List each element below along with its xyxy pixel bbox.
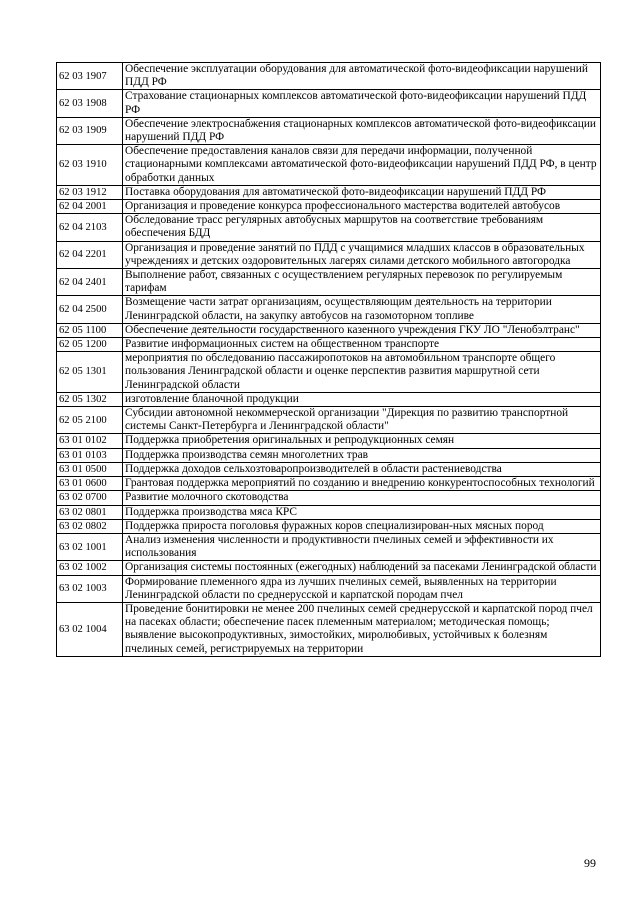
budget-code-cell: 62 03 1908 [57,90,123,117]
description-cell: Обеспечение предоставления каналов связи для передачи информации, полученной стационарными комплексами автоматической фото-видеофиксации нарушений ПДД РФ, в центр обработки данных [123,145,601,186]
table-row [57,241,601,268]
description-cell: Развитие молочного скотоводства [123,491,601,505]
budget-code-cell: 63 01 0102 [57,434,123,448]
budget-code-cell: 62 03 1909 [57,117,123,144]
table-row [57,462,601,476]
budget-code-cell: 63 02 0700 [57,491,123,505]
budget-code-cell: 63 01 0500 [57,462,123,476]
budget-code-cell: 63 02 1001 [57,533,123,560]
table-row [57,214,601,241]
description-cell: Анализ изменения численности и продуктивности пчелиных семей и эффективности их использования [123,533,601,560]
budget-code-cell: 63 02 1003 [57,575,123,602]
table-row [57,477,601,491]
description-cell: Организация и проведение конкурса профессионального мастерства водителей автобусов [123,200,601,214]
budget-code-cell: 62 05 1302 [57,392,123,406]
description-cell: Обеспечение электроснабжения стационарных комплексов автоматической фото-видеофиксации нарушений ПДД РФ [123,117,601,144]
budget-code-cell: 62 04 2001 [57,200,123,214]
table-row [57,323,601,337]
description-cell: Обеспечение эксплуатации оборудования для автоматической фото-видеофиксации нарушений ПДД РФ [123,63,601,90]
table-row [57,448,601,462]
description-cell: Страхование стационарных комплексов автоматической фото-видеофиксации нарушений ПДД РФ [123,90,601,117]
table-row [57,117,601,144]
description-cell: Выполнение работ, связанных с осуществлением регулярных перевозок по регулируемым тарифам [123,269,601,296]
description-cell: Поставка оборудования для автоматической фото-видеофиксации нарушений ПДД РФ [123,185,601,199]
table-row [57,145,601,186]
budget-code-cell: 62 05 1301 [57,352,123,393]
description-cell: Организация системы постоянных (ежегодных) наблюдений за пасеками Ленинградской области [123,561,601,575]
budget-code-cell: 62 05 2100 [57,407,123,434]
budget-code-cell: 62 05 1100 [57,323,123,337]
description-cell: Поддержка производства мяса КРС [123,505,601,519]
table-row [57,407,601,434]
description-cell: Поддержка производства семян многолетних трав [123,448,601,462]
budget-code-cell: 62 03 1912 [57,185,123,199]
budget-code-cell: 62 04 2201 [57,241,123,268]
table-row [57,90,601,117]
page-number: 99 [584,856,596,870]
budget-code-cell: 62 04 2401 [57,269,123,296]
table-row [57,434,601,448]
description-cell: Формирование племенного ядра из лучших пчелиных семей, выявленных на территории Ленинградской области по среднерусской и карпатской породам пчел [123,575,601,602]
table-row [57,602,601,656]
description-cell: мероприятия по обследованию пассажиропотоков на автомобильном транспорте общего пользования Ленинградской области и оценке перспектив развития маршрутной сети Ленинградской области [123,352,601,393]
budget-code-cell: 63 01 0103 [57,448,123,462]
table-row [57,491,601,505]
table-row [57,505,601,519]
description-cell: Обследование трасс регулярных автобусных маршрутов на соответствие требованиям обеспечения БДД [123,214,601,241]
budget-code-cell: 62 05 1200 [57,338,123,352]
description-cell: Обеспечение деятельности государственного казенного учреждения ГКУ ЛО "Ленобэлтранс" [123,323,601,337]
budget-code-cell: 62 03 1910 [57,145,123,186]
table-row [57,519,601,533]
budget-code-cell: 63 01 0600 [57,477,123,491]
description-cell: Грантовая поддержка мероприятий по созданию и внедрению конкурентоспособных технологий [123,477,601,491]
budget-code-table [56,62,601,657]
budget-code-cell: 63 02 1004 [57,602,123,656]
table-row [57,561,601,575]
table-row [57,575,601,602]
description-cell: Проведение бонитировки не менее 200 пчелиных семей среднерусской и карпатской пород пчел на пасеках области; обеспечение пасек племенным материалом; методическая помощь; выявление высокопродуктивных, зимостойких, миролюбивых, устойчивых к болезням пчелиных семей, регистрируемых на территории [123,602,601,656]
description-cell: Поддержка приобретения оригинальных и репродукционных семян [123,434,601,448]
description-cell: изготовление бланочной продукции [123,392,601,406]
budget-code-cell: 62 04 2500 [57,296,123,323]
table-row [57,338,601,352]
table-row [57,296,601,323]
table-row [57,63,601,90]
table-body [57,63,601,657]
table-row [57,533,601,560]
budget-code-cell: 62 04 2103 [57,214,123,241]
description-cell: Развитие информационных систем на общественном транспорте [123,338,601,352]
table-row [57,269,601,296]
budget-code-cell: 62 03 1907 [57,63,123,90]
budget-code-cell: 63 02 0802 [57,519,123,533]
budget-code-cell: 63 02 1002 [57,561,123,575]
table-row [57,185,601,199]
description-cell: Поддержка прироста поголовья фуражных коров специализирован-ных мясных пород [123,519,601,533]
table-row [57,392,601,406]
budget-code-cell: 63 02 0801 [57,505,123,519]
description-cell: Организация и проведение занятий по ПДД с учащимися младших классов в образовательных учреждениях и детских оздоровительных лагерях силами детского мобильного автогородка [123,241,601,268]
table-row [57,200,601,214]
description-cell: Возмещение части затрат организациям, осуществляющим деятельность на территории Ленинградской области, на закупку автобусов на газомоторном топливе [123,296,601,323]
description-cell: Поддержка доходов сельхозтоваропроизводителей в области растениеводства [123,462,601,476]
description-cell: Субсидии автономной некоммерческой организации "Дирекция по развитию транспортной системы Санкт-Петербурга и Ленинградской области" [123,407,601,434]
table-row [57,352,601,393]
